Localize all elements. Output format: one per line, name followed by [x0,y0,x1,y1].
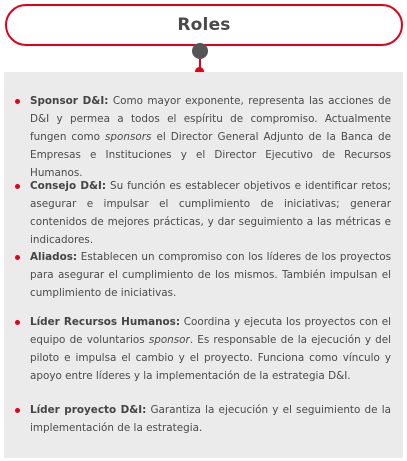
roles-header [5,4,403,46]
role-item-aliados [4,248,403,302]
role-title: Aliados: [30,251,78,263]
role-title: Consejo D&I: [30,180,107,192]
role-description-cont: . Es responsable de la ejecución y del piloto e impulsa el cambio y el proyecto. Funciona como vínculo y apoyo entre líderes y la implementación de la estrategia D&I. [30,334,391,382]
role-description: Garantiza la ejecución y el seguimiento de la implementación de la estrategia. [30,404,391,434]
role-title: Líder proyecto D&I: [30,404,147,416]
role-title: Sponsor D&I: [30,95,109,107]
role-description-cont: el Director General Adjunto de la Banca de Empresas e Instituciones y el Director Ejecutivo de Recursos Humanos. [30,131,392,179]
bullet-icon [15,255,20,260]
bullet-icon [15,320,20,325]
page-title: Roles [177,15,231,35]
bullet-icon [15,184,20,189]
role-item-lider-rh [4,313,403,385]
role-emphasis: sponsor [148,334,190,346]
role-description: Su función es establecer objetivos e identificar retos; asegurar e impulsar el cumplimiento de iniciativas; generar contenidos de mejores prácticas, y dar seguimiento a las métricas e indicadores. [30,180,392,246]
role-item-consejo [4,177,403,249]
connector-dot [192,43,208,59]
bullet-icon [15,99,20,104]
role-emphasis: sponsors [105,131,152,143]
role-item-lider-proyecto [4,401,403,437]
roles-panel [4,72,403,458]
role-description: Coordina y ejecuta los proyectos con el equipo de voluntarios [30,316,391,346]
role-description: Establecen un compromiso con los líderes de los proyectos para asegurar el cumplimiento de los mismos. También impulsan el cumplimiento de iniciativas. [30,251,391,299]
bullet-icon [15,408,20,413]
role-description: Como mayor exponente, representa las acciones de D&I y permea a todos el espíritu de compromiso. Actualmente fungen como [30,95,391,143]
role-title: Líder Recursos Humanos: [30,316,180,328]
role-item-sponsor [4,92,403,182]
